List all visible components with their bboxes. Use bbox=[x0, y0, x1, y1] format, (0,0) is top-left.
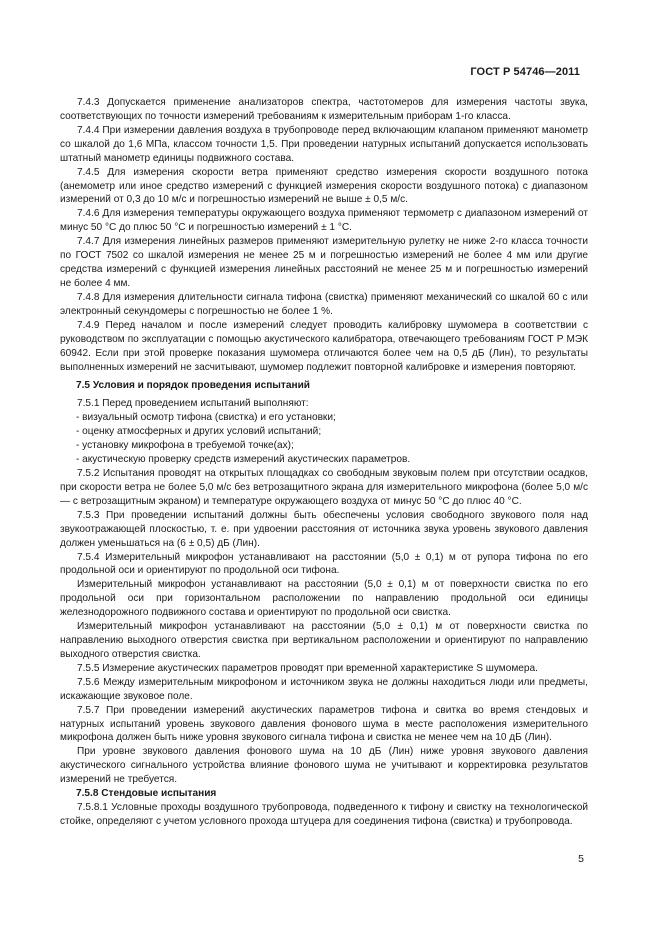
paragraph-7-5-7-note: При уровне звукового давления фонового шума на 10 дБ (Лин) ниже уровня звукового давления акустического сигнального устройства влияние фонового шума не учитывают и корректировка результатов измерений не требуется. bbox=[60, 746, 588, 786]
paragraph-7-5-4-horizontal: Измерительный микрофон устанавливают на расстоянии (5,0 ± 0,1) м от поверхности свистка по его продольной оси при горизонтальном расположении по направлению продольной оси единицы железнодорожного подвижного состава и ориентируют по продольной оси свистка. bbox=[60, 579, 588, 619]
document-header: ГОСТ Р 54746—2011 bbox=[470, 66, 580, 78]
paragraph-7-5-5: 7.5.5 Измерение акустических параметров проводят при временной характеристике S шумомера. bbox=[77, 662, 538, 674]
paragraph-7-4-4: 7.4.4 При измерении давления воздуха в трубопроводе перед включающим клапаном применяют манометр со шкалой до 1,6 МПа, классом точности 1,5. При проведении натурных испытаний допускается использовать штатный манометр единицы подвижного состава. bbox=[60, 124, 588, 164]
paragraph-7-5-8-1: 7.5.8.1 Условные проходы воздушного трубопровода, подведенного к тифону и свистку на технологической стойке, определяют с учетом условного прохода штуцера для соединения тифона (свистка) и трубопровода. bbox=[60, 802, 588, 828]
paragraph-7-4-5: 7.4.5 Для измерения скорости ветра применяют средство измерения скорости воздушного потока (анемометр или иное средство измерений с функцией измерения скорости воздушного потока) с диапазоном измерений от 0,3 до 10 м/с и погрешностью измерений не выше ± 0,5 м/с. bbox=[60, 166, 588, 206]
section-heading-7-5: 7.5 Условия и порядок проведения испытаний bbox=[76, 380, 310, 392]
paragraph-7-5-2: 7.5.2 Испытания проводят на открытых площадках со свободным звуковым полем при отсутствии осадков, при скорости ветра не более 5,0 м/с без ветрозащитного экрана для измерительного микрофона (более 5,0 м/с — с ветрозащитным экраном) и температуре окружающего воздуха от минус 50 °С до плюс 40 °С. bbox=[60, 467, 588, 507]
list-item: - акустическую проверку средств измерений акустических параметров. bbox=[76, 454, 411, 466]
paragraph-7-5-4: 7.5.4 Измерительный микрофон устанавливают на расстоянии (5,0 ± 0,1) м от рупора тифона по его продольной оси и ориентируют по продольной оси тифона. bbox=[60, 551, 588, 577]
paragraph-7-5-1: 7.5.1 Перед проведением испытаний выполняют: bbox=[77, 398, 309, 410]
paragraph-7-4-9: 7.4.9 Перед началом и после измерений следует проводить калибровку шумомера в соответствии с руководством по эксплуатации с помощью акустического калибратора, отвечающего требованиям ГОСТ Р МЭК 60942. Если при этой проверке показания шумомера отличаются более чем на 0,5 дБ (Лин), то результаты выполненных измерений не засчитывают, шумомер подлежит повторной калибровке и измерения повторяют. bbox=[60, 319, 588, 373]
paragraph-7-5-6: 7.5.6 Между измерительным микрофоном и источником звука не должны находиться люди или предметы, искажающие звуковое поле. bbox=[60, 676, 588, 702]
paragraph-7-5-4-vertical: Измерительный микрофон устанавливают на расстоянии (5,0 ± 0,1) м от поверхности свистка по направлению выходного отверстия свистка при вертикальном расположении и ориентируют по направлению выходного отверстия свистка. bbox=[60, 621, 588, 660]
list-item: - установку микрофона в требуемой точке(ах); bbox=[76, 440, 294, 452]
document-body bbox=[60, 96, 588, 829]
paragraph-7-4-8: 7.4.8 Для измерения длительности сигнала тифона (свистка) применяют механический со шкалой 60 с или электронный секундомеры с погрешностью не более 1 %. bbox=[60, 291, 588, 317]
list-item: - оценку атмосферных и других условий испытаний; bbox=[76, 426, 322, 438]
paragraph-7-5-7: 7.5.7 При проведении измерений акустических параметров тифона и свитка во время стендовых и натурных испытаний уровень звукового давления фонового шума в месте расположения измерительного микрофона должен быть ниже уровня звукового сигнала тифона и свистка не менее чем на 10 дБ (Лин). bbox=[60, 704, 588, 744]
paragraph-7-4-7: 7.4.7 Для измерения линейных размеров применяют измерительную рулетку не ниже 2-го класса точности по ГОСТ 7502 со шкалой измерения не менее 25 м и погрешностью измерений не более 4 мм или другие средства измерений с функцией измерения линейных расстояний не менее 25 м и погрешностью измерений не более 4 мм. bbox=[60, 236, 588, 289]
paragraph-7-4-3: 7.4.3 Допускается применение анализаторов спектра, частотомеров для измерения частоты звука, соответствующих по точности измерений требованиям к измерительным приборам 1-го класса. bbox=[60, 97, 588, 122]
paragraph-7-4-6: 7.4.6 Для измерения температуры окружающего воздуха применяют термометр с диапазоном измерений от минус 50 °С до плюс 50 °С и погрешностью измерений ± 1 °С. bbox=[60, 208, 588, 234]
list-item: - визуальный осмотр тифона (свистка) и его установки; bbox=[76, 412, 336, 424]
section-heading-7-5-8: 7.5.8 Стендовые испытания bbox=[76, 788, 217, 800]
paragraph-7-5-3: 7.5.3 При проведении испытаний должны быть обеспечены условия свободного звукового поля над звукоотражающей плоскостью, т. е. при удвоении расстояния от источника звука уровень звукового давления должен уменьшаться на (6 ± 0,5) дБ (Лин). bbox=[60, 509, 588, 549]
page-number: 5 bbox=[578, 853, 584, 865]
